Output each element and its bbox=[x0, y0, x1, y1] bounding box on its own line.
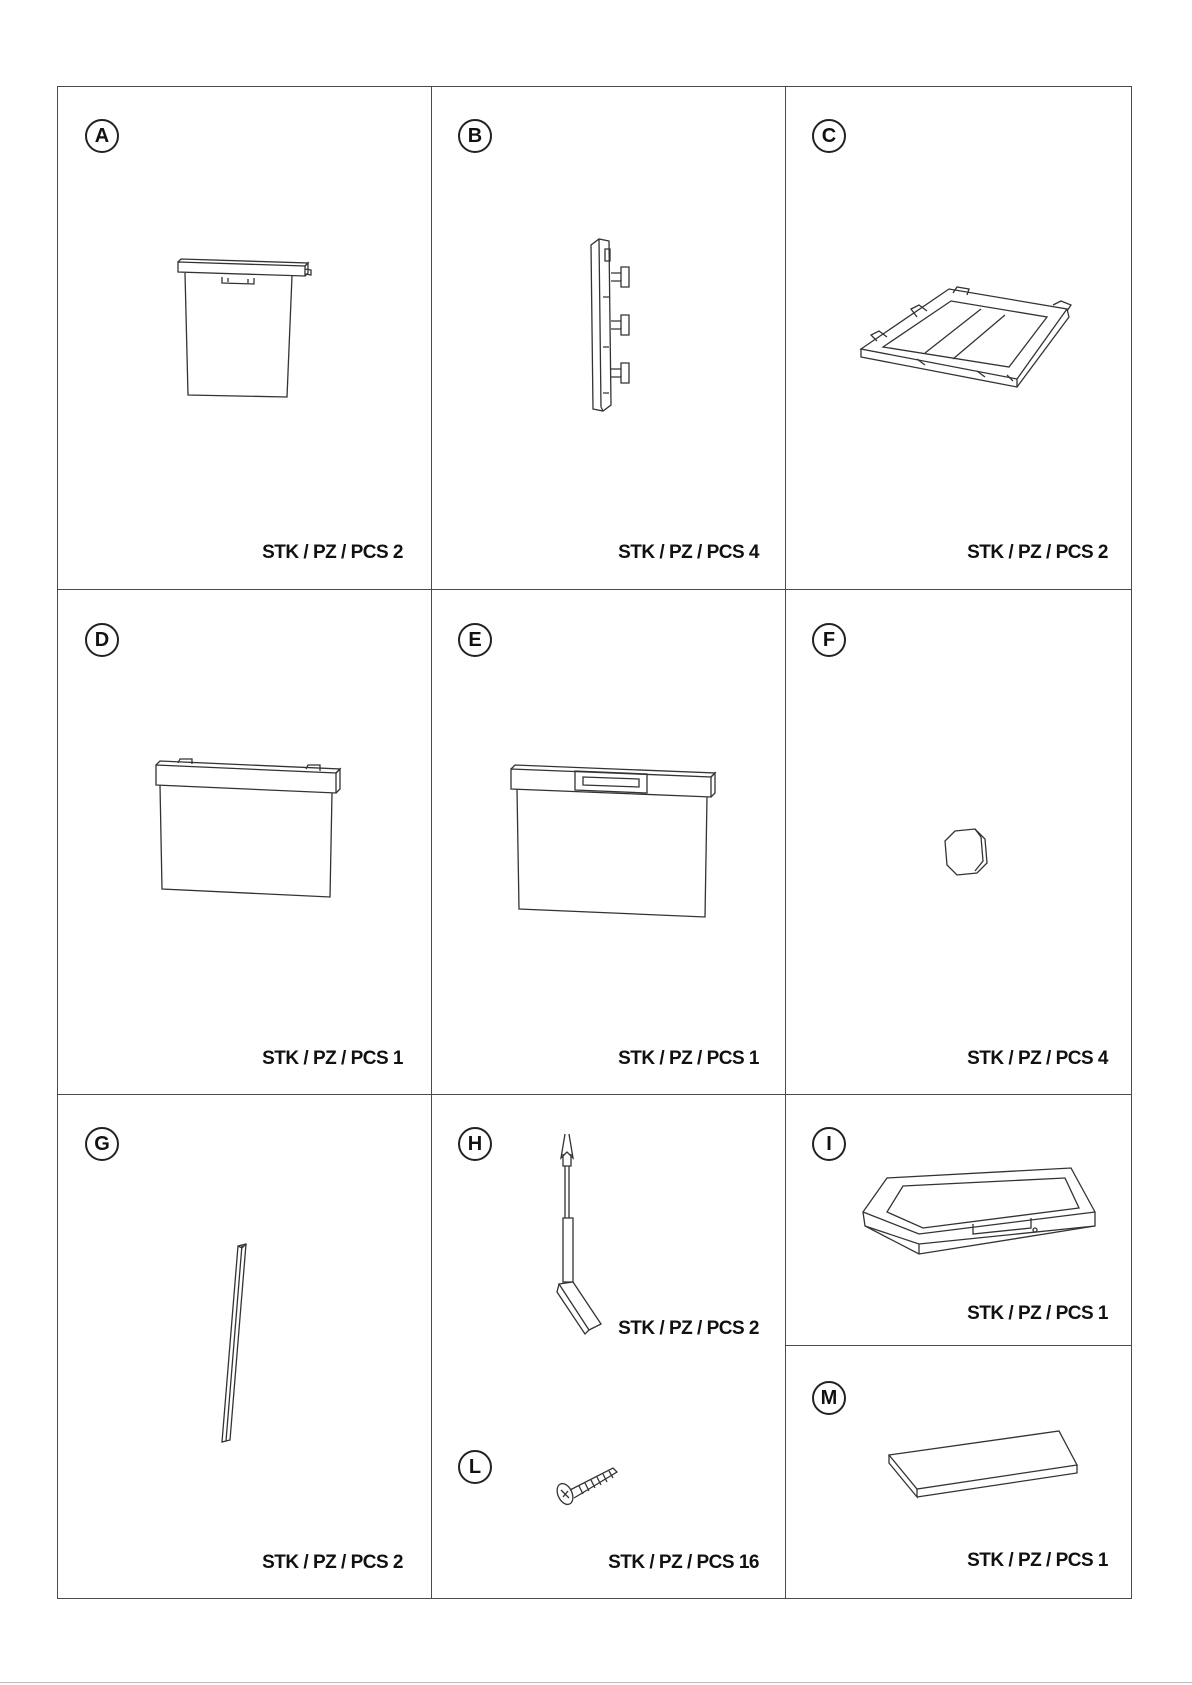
wide-bin-with-handle-drawing bbox=[511, 765, 715, 917]
rail-clip-drawing bbox=[587, 237, 643, 413]
part-letter-badge: G bbox=[85, 1127, 119, 1161]
part-cell-c bbox=[785, 87, 1131, 589]
lid-drawing bbox=[863, 1168, 1097, 1254]
part-quantity-label: STK / PZ / PCS 16 bbox=[608, 1552, 759, 1573]
part-cell-g bbox=[58, 1094, 431, 1598]
part-quantity-label: STK / PZ / PCS 1 bbox=[618, 1048, 759, 1069]
part-cell-i bbox=[785, 1094, 1131, 1345]
part-cell-b bbox=[431, 87, 785, 589]
part-quantity-label: STK / PZ / PCS 4 bbox=[618, 542, 759, 563]
part-letter-badge: A bbox=[85, 119, 119, 153]
part-quantity-label: STK / PZ / PCS 1 bbox=[262, 1048, 403, 1069]
part-letter-badge: E bbox=[458, 623, 492, 657]
part-letter-badge: H bbox=[458, 1127, 492, 1161]
part-letter-badge: M bbox=[812, 1381, 846, 1415]
part-quantity-label: STK / PZ / PCS 2 bbox=[967, 542, 1108, 563]
parts-grid-frame bbox=[57, 86, 1132, 1599]
frame-tray-drawing bbox=[857, 287, 1077, 387]
small-plug-drawing bbox=[945, 829, 989, 877]
bracket-hook-drawing bbox=[553, 1134, 607, 1334]
rod-drawing bbox=[220, 1244, 250, 1444]
screw-drawing bbox=[555, 1464, 619, 1508]
part-letter-badge: L bbox=[458, 1450, 492, 1484]
part-cell-h-l bbox=[431, 1094, 785, 1598]
part-cell-a bbox=[58, 87, 431, 589]
page-bottom-rule bbox=[0, 1682, 1192, 1683]
part-letter-badge: I bbox=[812, 1127, 846, 1161]
part-letter-badge: C bbox=[812, 119, 846, 153]
part-quantity-label: STK / PZ / PCS 2 bbox=[262, 542, 403, 563]
part-quantity-label: STK / PZ / PCS 2 bbox=[262, 1552, 403, 1573]
part-cell-f bbox=[785, 589, 1131, 1094]
part-quantity-label: STK / PZ / PCS 2 bbox=[618, 1318, 759, 1339]
part-quantity-label: STK / PZ / PCS 4 bbox=[967, 1048, 1108, 1069]
part-cell-d bbox=[58, 589, 431, 1094]
part-letter-badge: F bbox=[812, 623, 846, 657]
part-letter-badge: D bbox=[85, 623, 119, 657]
part-cell-e bbox=[431, 589, 785, 1094]
bin-drawing bbox=[178, 259, 318, 401]
part-quantity-label: STK / PZ / PCS 1 bbox=[967, 1303, 1108, 1324]
panel-board-drawing bbox=[889, 1431, 1079, 1497]
part-cell-m bbox=[785, 1345, 1131, 1598]
wide-bin-drawing bbox=[156, 761, 340, 897]
part-letter-badge: B bbox=[458, 119, 492, 153]
part-quantity-label: STK / PZ / PCS 1 bbox=[967, 1550, 1108, 1571]
